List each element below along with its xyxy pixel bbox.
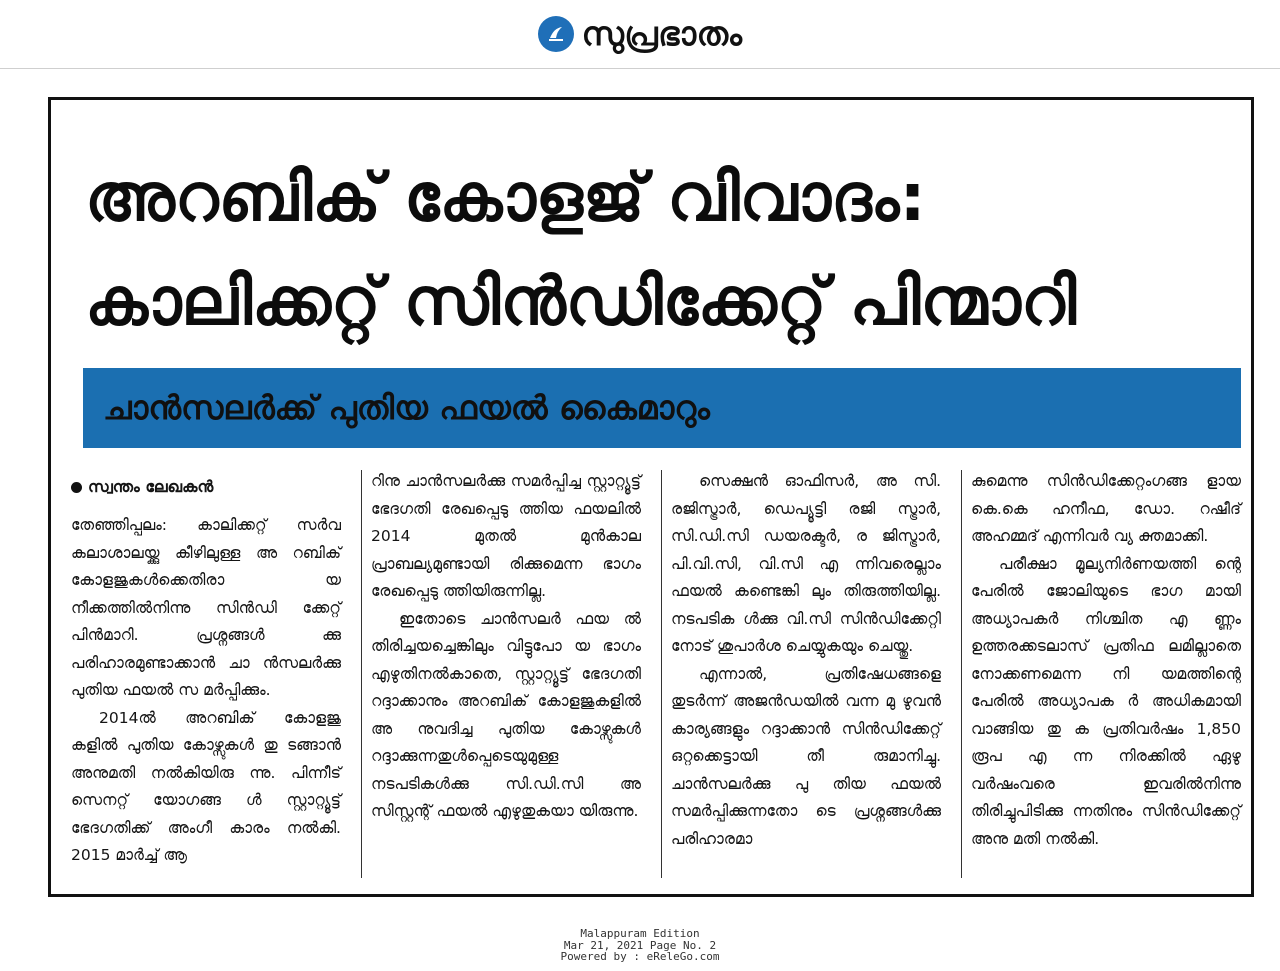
page-footer [0, 928, 1280, 963]
column-1 [71, 468, 341, 888]
news-clipping [48, 97, 1254, 897]
column-3 [671, 468, 941, 888]
masthead [0, 0, 1280, 69]
column-4 [971, 468, 1241, 888]
paragraph: തേഞ്ഞിപ്പലം: കാലിക്കറ്റ് സർവ കലാശാലയ്ക്കു കീഴിലുള്ള അ റബിക് കോളജുകൾക്കെതിരാ യ നീക്കത്തിൽനിന്നു സിൻഡി ക്കേറ്റ് പിൻമാറി. പ്രശ്നങ്ങൾ ക്കു പരിഹാരമുണ്ടാക്കാൻ ചാ ൻസലർക്കു പുതിയ ഫയൽ സ മർപ്പിക്കും. [71, 516, 341, 699]
column-divider [961, 470, 962, 878]
paragraph: റിനു ചാൻസലർക്കു സമർപ്പിച്ച സ്റ്റാറ്റ്യൂട്ട് ഭേദഗതി രേഖപ്പെടു ത്തിയ ഫയലിൽ 2014 മുതൽ മുൻകാല പ്രാബല്യമുണ്ടായി രിക്കുമെന്ന ഭാഗം രേഖപ്പെടു ത്തിയിരുന്നില്ല. [371, 472, 641, 600]
edition-label: Malappuram Edition [580, 927, 700, 940]
paragraph: കുമെന്നു സിൻഡിക്കേറ്റംഗങ്ങ ളായ കെ.കെ ഹനീഫ, ഡോ. റഷീദ് അഹമ്മദ് എന്നിവർ വ്യ ക്തമാക്കി. [971, 472, 1241, 545]
paragraph: ഇതോടെ ചാൻസലർ ഫയ ൽ തിരിച്ചയച്ചെങ്കിലും വിട്ടുപോ യ ഭാഗം എഴുതിനൽകാതെ, സ്റ്റാറ്റ്യൂട്ട് ഭേദഗതി റദ്ദാക്കാനും അറബിക് കോളജുകളിൽ അ നുവദിച്ച പുതിയ കോഴ്സുകൾ റദ്ദാക്കുന്നതുൾപ്പെടെയുമുള്ള നടപടികൾക്കു സി.ഡി.സി അ സിസ്റ്റന്റ് ഫയൽ എഴുതുകയാ യിരുന്നു. [371, 609, 641, 820]
headline-line-1: അറബിക് കോളജ് വിവാദം: [85, 159, 926, 236]
headline-line-2: കാലിക്കറ്റ് സിൻഡിക്കേറ്റ് പിന്മാറി [85, 263, 1077, 340]
masthead-title: സുപ്രഭാതം [581, 14, 743, 53]
headline [85, 146, 1225, 354]
article-body [71, 468, 1243, 888]
column-2 [371, 468, 641, 888]
subhead: ചാൻസലർക്ക് പുതിയ ഫയൽ കൈമാറും [103, 388, 710, 427]
bullet-icon [71, 482, 82, 493]
column-divider [661, 470, 662, 878]
paragraph: സെക്ഷൻ ഓഫിസർ, അ സി. രജിസ്ട്രാർ, ഡെപ്യൂട്ടി രജി സ്ട്രാർ, സി.ഡി.സി ഡയരക്ടർ, ര ജിസ്ട്രാർ, പി.വി.സി, വി.സി എ ന്നിവരെല്ലാം ഫയൽ കണ്ടെങ്കി ലും തിരുത്തിയില്ല. നടപടിക ൾക്കു വി.സി സിൻഡിക്കേറ്റി നോട് ശുപാർശ ചെയ്യുകയും ചെയ്തു. [671, 472, 941, 655]
byline-text: സ്വന്തം ലേഖകൻ [88, 477, 214, 497]
paragraph: എന്നാൽ, പ്രതിഷേധങ്ങളെ തുടർന്ന് അജൻഡയിൽ വന്ന മു ഴുവൻ കാര്യങ്ങളും റദ്ദാക്കാൻ സിൻഡിക്കേറ്റ് ഒറ്റക്കെട്ടായി തീ രുമാനിച്ചു. ചാൻസലർക്കു പു തിയ ഫയൽ സമർപ്പിക്കുന്നതോ ടെ പ്രശ്നങ്ങൾക്കു പരിഹാരമാ [671, 664, 941, 848]
supra-logo-icon [538, 16, 574, 52]
powered-by-label: Powered by : eReleGo.com [560, 950, 720, 963]
column-divider [361, 470, 362, 878]
byline [71, 468, 341, 506]
subhead-bar [83, 368, 1241, 448]
paragraph: പരീക്ഷാ മൂല്യനിർണയത്തി ന്റെ പേരിൽ ജോലിയുടെ ഭാഗ മായി അധ്യാപകർ നിശ്ചിത എ ണ്ണം ഉത്തരക്കടലാസ് പ്രതിഫ ലമില്ലാതെ നോക്കണമെന്ന നി യമത്തിന്റെ പേരിൽ അധ്യാപക ർ അധികമായി വാങ്ങിയ തു ക പ്രതിവർഷം 1,850 രൂപ എ ന്ന നിരക്കിൽ ഏഴു വർഷംവരെ ഇവരിൽനിന്നു തിരിച്ചുപിടിക്കു ന്നതിനും സിൻഡിക്കേറ്റ് അനു മതി നൽകി. [971, 554, 1241, 848]
paragraph: 2014ൽ അറബിക് കോളജു കളിൽ പുതിയ കോഴ്സുകൾ തു ടങ്ങാൻ അനുമതി നൽകിയിരു ന്നു. പിന്നീട് സെനറ്റ് യോഗങ്ങ ൾ സ്റ്റാറ്റ്യൂട്ട് ഭേദഗതിക്ക് അംഗീ കാരം നൽകി. 2015 മാർച്ച് ആ [71, 708, 341, 864]
date-page-label: Mar 21, 2021 Page No. 2 [563, 938, 717, 952]
